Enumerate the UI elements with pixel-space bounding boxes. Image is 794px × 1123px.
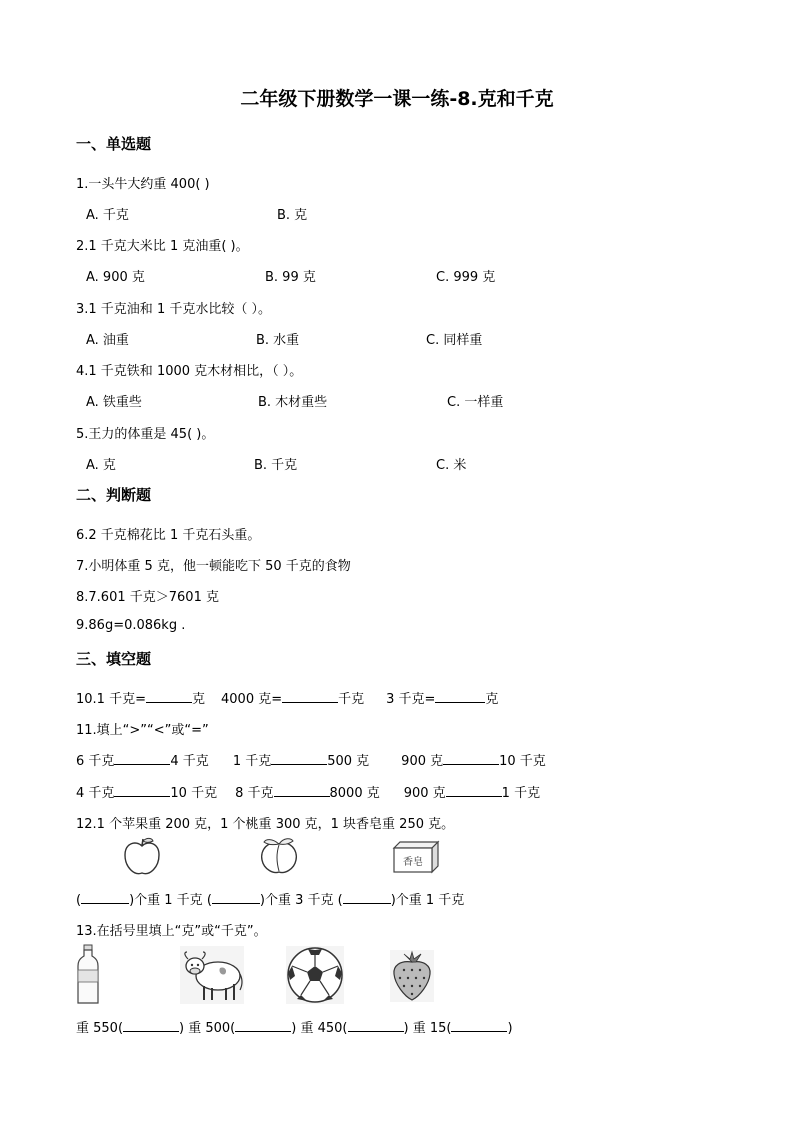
q11-item: 500 克 <box>327 754 370 769</box>
blank[interactable] <box>274 783 330 797</box>
strawberry-icon <box>390 950 434 1002</box>
q10-text: 克 <box>485 692 499 707</box>
blank[interactable] <box>451 1018 507 1032</box>
q11-item: 4 千克 <box>76 786 115 801</box>
q11-item: 6 千克 <box>76 754 115 769</box>
blank[interactable] <box>443 751 499 765</box>
cow-icon <box>180 946 244 1004</box>
q2-option-a[interactable]: A. 900 克 <box>86 270 145 285</box>
question-5: 5.王力的体重是 45( )。 <box>76 427 215 442</box>
question-9: 9.86g=0.086kg . <box>76 618 186 633</box>
q3-option-a[interactable]: A. 油重 <box>86 333 129 348</box>
blank[interactable] <box>114 751 170 765</box>
question-10 <box>76 688 498 707</box>
q4-option-a[interactable]: A. 铁重些 <box>86 395 142 410</box>
q11-row-1 <box>76 750 546 769</box>
q4-option-c[interactable]: C. 一样重 <box>447 395 504 410</box>
q1-option-b[interactable]: B. 克 <box>277 208 308 223</box>
q10-text: 3 千克= <box>386 692 436 707</box>
q10-text: 克 <box>191 692 205 707</box>
question-2: 2.1 千克大米比 1 克油重( )。 <box>76 239 249 254</box>
q5-option-c[interactable]: C. 米 <box>436 458 467 473</box>
q13-text: 重 550( <box>76 1021 124 1036</box>
question-11: 11.填上“>”“<”或“=” <box>76 723 209 738</box>
blank[interactable] <box>271 751 327 765</box>
q11-item: 1 千克 <box>501 786 541 801</box>
q12-answers <box>76 889 464 908</box>
question-1: 1.一头牛大约重 400( ) <box>76 177 210 192</box>
q11-item: 10 千克 <box>499 754 546 769</box>
blank[interactable] <box>435 689 485 703</box>
q12-text: )个重 3 千克 ( <box>259 893 343 908</box>
q3-option-c[interactable]: C. 同样重 <box>426 333 483 348</box>
q11-item: 1 千克 <box>232 754 272 769</box>
q11-item: 900 克 <box>401 754 444 769</box>
blank[interactable] <box>446 783 502 797</box>
q10-text: 4000 克= <box>221 692 283 707</box>
question-12: 12.1 个苹果重 200 克，1 个桃重 300 克，1 块香皂重 250 克。 <box>76 817 455 832</box>
soap-label: 香皂 <box>403 857 423 868</box>
q2-option-b[interactable]: B. 99 克 <box>265 270 316 285</box>
q4-option-b[interactable]: B. 木材重些 <box>258 395 328 410</box>
q12-text: )个重 1 千克 ( <box>129 893 212 908</box>
q2-option-c[interactable]: C. 999 克 <box>436 270 496 285</box>
question-4: 4.1 千克铁和 1000 克木材相比，（ ）。 <box>76 364 303 379</box>
q11-item: 10 千克 <box>170 786 218 801</box>
blank[interactable] <box>81 890 129 904</box>
q11-item: 4 千克 <box>170 754 209 769</box>
blank[interactable] <box>212 890 260 904</box>
q5-option-a[interactable]: A. 克 <box>86 458 116 473</box>
blank[interactable] <box>235 1018 291 1032</box>
apple-icon <box>122 836 162 878</box>
q1-option-a[interactable]: A. 千克 <box>86 208 129 223</box>
blank[interactable] <box>146 689 192 703</box>
question-6: 6.2 千克棉花比 1 千克石头重。 <box>76 528 261 543</box>
q12-text: ( <box>76 893 82 908</box>
q13-answers <box>76 1017 513 1036</box>
blank[interactable] <box>114 783 170 797</box>
bottle-icon <box>76 944 100 1006</box>
q12-text: )个重 1 千克 <box>390 893 465 908</box>
blank[interactable] <box>282 689 338 703</box>
q3-option-b[interactable]: B. 水重 <box>256 333 300 348</box>
peach-icon <box>258 836 300 876</box>
question-7: 7.小明体重 5 克，他一顿能吃下 50 千克的食物 <box>76 559 351 574</box>
q11-item: 8000 克 <box>329 786 380 801</box>
q13-text: ) <box>507 1021 513 1036</box>
section-judge: 二、判断题 <box>76 486 152 504</box>
q10-text: 10.1 千克= <box>76 692 146 707</box>
section-single-choice: 一、单选题 <box>76 135 152 153</box>
soap-icon <box>392 840 440 874</box>
question-3: 3.1 千克油和 1 千克水比较（ ）。 <box>76 302 271 317</box>
q11-item: 900 克 <box>403 786 446 801</box>
football-icon <box>286 946 344 1004</box>
q13-text: ) 重 450( <box>291 1021 348 1036</box>
page-title: 二年级下册数学一课一练-8.克和千克 <box>240 88 554 110</box>
blank[interactable] <box>343 890 391 904</box>
q13-text: ) 重 500( <box>179 1021 236 1036</box>
q10-text: 千克 <box>338 692 365 707</box>
question-13: 13.在括号里填上“克”或“千克”。 <box>76 924 267 939</box>
q11-row-2 <box>76 782 540 801</box>
q13-text: ) 重 15( <box>403 1021 452 1036</box>
question-8: 8.7.601 千克＞7601 克 <box>76 590 219 605</box>
blank[interactable] <box>348 1018 404 1032</box>
q11-item: 8 千克 <box>235 786 274 801</box>
section-fill: 三、填空题 <box>76 650 152 668</box>
q5-option-b[interactable]: B. 千克 <box>254 458 298 473</box>
blank[interactable] <box>123 1018 179 1032</box>
